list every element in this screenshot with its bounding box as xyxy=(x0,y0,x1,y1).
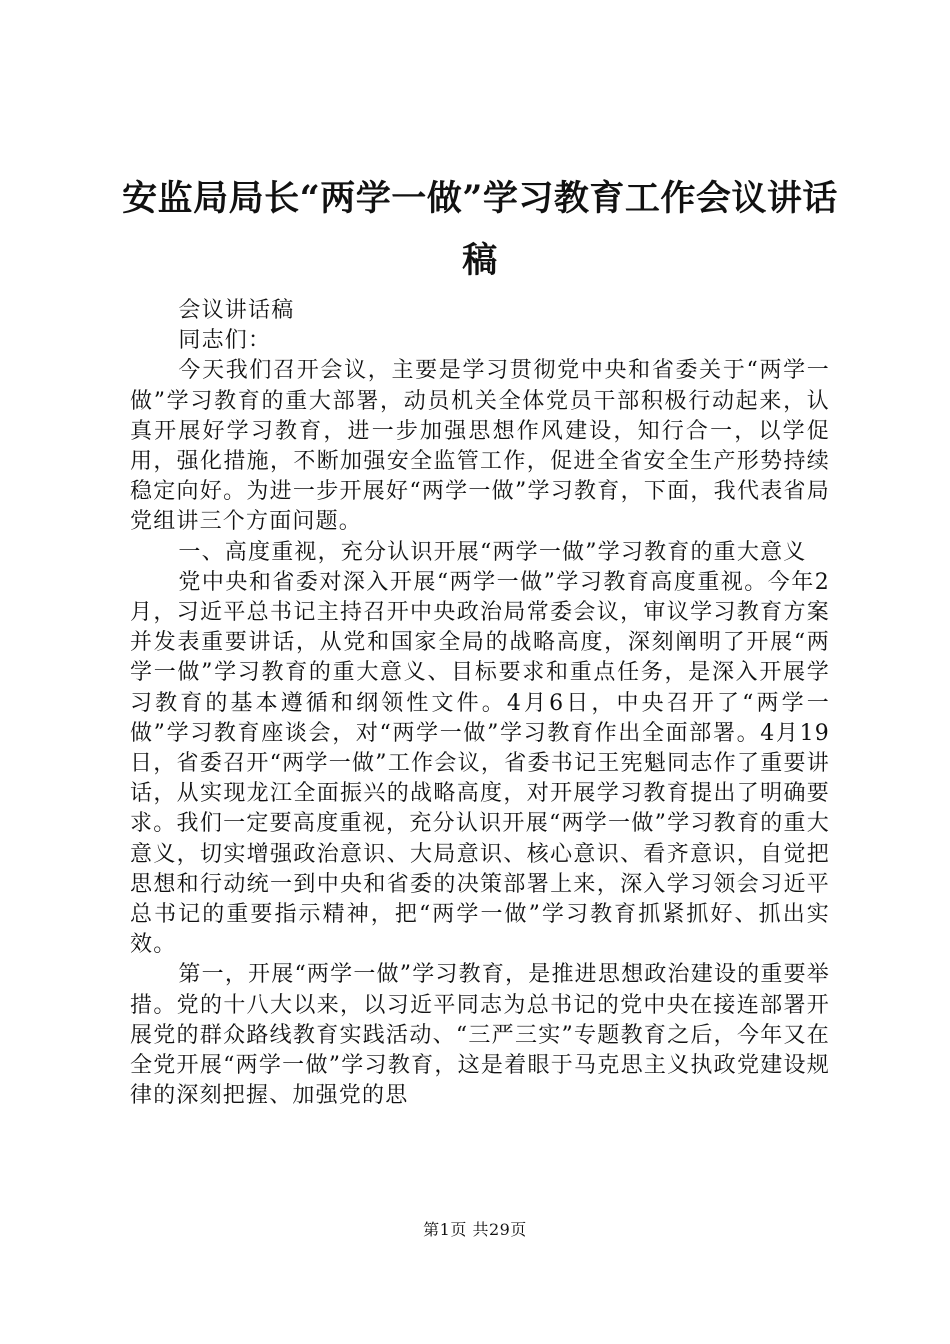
section-heading-1: 一、高度重视，充分认识开展“两学一做”学习教育的重大意义 xyxy=(178,539,807,565)
document-body xyxy=(130,296,830,1111)
document-page xyxy=(122,0,838,1344)
document-title: 安监局局长“两学一做”学习教育工作会议讲话稿 xyxy=(122,178,838,281)
page-footer: 第1页 共29页 xyxy=(423,1220,527,1239)
paragraph-heading-label: 会议讲话稿 xyxy=(178,298,295,323)
paragraph-salutation: 同志们： xyxy=(178,328,272,354)
paragraph-intro: 今天我们召开会议，主要是学习贯彻党中央和省委关于“两学一做”学习教育的重大部署，动员机关全体党员干部积极行动起来，认真开展好学习教育，进一步加强思想作风建设，知行合一，以学促用，强化措施，不断加强安全监管工作，促进全省安全生产形势持续稳定向好。为进一步开展好“两学一做”学习教育，下面，我代表省局党组讲三个方面问题。 xyxy=(130,358,830,535)
paragraph-body-1: 党中央和省委对深入开展“两学一做”学习教育高度重视。今年2月，习近平总书记主持召开中央政治局常委会议，审议学习教育方案并发表重要讲话，从党和国家全局的战略高度，深刻阐明了开展“两学一做”学习教育的重大意义、目标要求和重点任务，是深入开展学习教育的基本遵循和纲领性文件。4月6日，中央召开了“两学一做”学习教育座谈会，对“两学一做”学习教育作出全面部署。4月19日，省委召开“两学一做”工作会议，省委书记王宪魁同志作了重要讲话，从实现龙江全面振兴的战略高度，对开展学习教育提出了明确要求。我们一定要高度重视，充分认识开展“两学一做”学习教育的重大意义，切实增强政治意识、大局意识、核心意识、看齐意识，自觉把思想和行动统一到中央和省委的决策部署上来，深入学习领会习近平总书记的重要指示精神，把“两学一做”学习教育抓紧抓好、抓出实效。 xyxy=(130,569,830,958)
paragraph-body-2: 第一，开展“两学一做”学习教育，是推进思想政治建设的重要举措。党的十八大以来，以习近平同志为总书记的党中央在接连部署开展党的群众路线教育实践活动、“三严三实”专题教育之后，今年又在全党开展“两学一做”学习教育，这是着眼于马克思主义执政党建设规律的深刻把握、加强党的思 xyxy=(130,962,830,1109)
